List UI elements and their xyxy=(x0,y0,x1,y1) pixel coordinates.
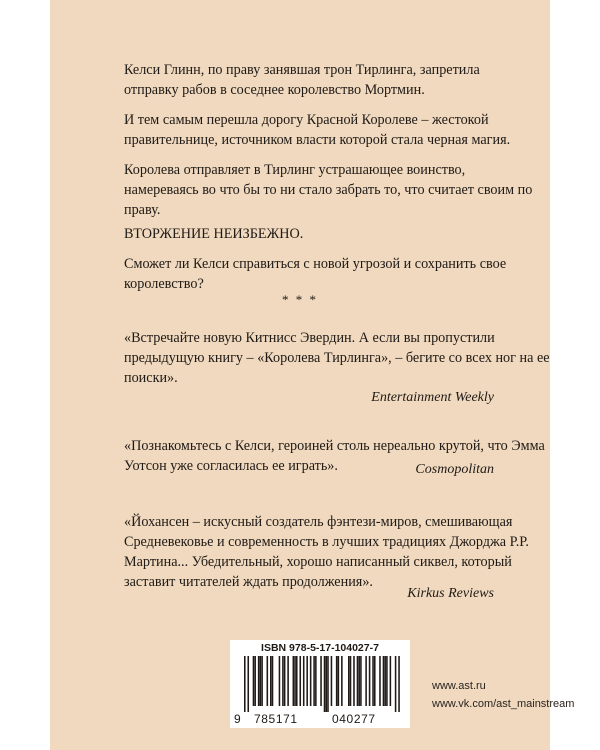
barcode-bar xyxy=(348,656,350,706)
barcode-bar xyxy=(372,656,374,706)
barcode-bar xyxy=(315,656,317,706)
blurb-paragraph-3: Королева отправляет в Тирлинг устрашающее воинство, намереваясь во что бы то ни стало забрать то, что считает своим по праву. xyxy=(124,162,533,218)
barcode-bar xyxy=(369,656,371,706)
barcode-bar xyxy=(270,656,272,706)
barcode-bar xyxy=(306,656,308,706)
review-quote-3: «Йохансен – искусный создатель фэнтези-миров, смешивающая Средневековье и современность в лучших традициях Джорджа Р.Р. Мартина... Убедительный, хорошо написанный сиквел, который заставит читателей ждать продолжения». xyxy=(124,514,529,590)
barcode-bar xyxy=(293,656,295,706)
barcode-digit-group-1: 785171 xyxy=(254,712,298,726)
barcode-bar xyxy=(261,656,263,706)
barcode-bar xyxy=(303,656,305,706)
barcode-bar xyxy=(384,656,386,706)
barcode-bar xyxy=(287,656,289,706)
barcode-bar xyxy=(253,656,255,706)
isbn-barcode xyxy=(230,640,410,728)
barcode-bar xyxy=(365,656,367,706)
barcode-bar xyxy=(331,656,333,706)
review-source-2: Cosmopolitan xyxy=(415,462,494,477)
barcode-bar xyxy=(282,656,284,706)
barcode-bars xyxy=(244,656,400,712)
barcode-bar xyxy=(353,656,355,706)
isbn-label: ISBN 978-5-17-104027-7 xyxy=(261,642,379,654)
blurb-tagline: ВТОРЖЕНИЕ НЕИЗБЕЖНО. xyxy=(124,226,304,242)
barcode-bar xyxy=(267,656,269,706)
back-cover xyxy=(50,0,575,750)
barcode-bar xyxy=(357,656,359,706)
barcode-bar xyxy=(244,656,246,712)
review-source-3: Kirkus Reviews xyxy=(407,586,494,601)
section-separator: * * * xyxy=(282,292,318,307)
barcode-bar xyxy=(386,656,388,706)
barcode-bar xyxy=(284,656,286,706)
blurb-paragraph-1: Келси Глинн, по праву занявшая трон Тирлинга, запретила отправку рабов в соседнее королевство Мортмин. xyxy=(124,62,480,98)
website-link-1[interactable]: www.ast.ru xyxy=(432,680,486,692)
barcode-bar xyxy=(260,656,262,706)
barcode-bar xyxy=(350,656,352,706)
blurb-paragraph-2: И тем самым перешла дорогу Красной Королеве – жестокой правительнице, источником власти которой стала черная магия. xyxy=(124,112,511,148)
barcode-bar xyxy=(313,656,315,706)
barcode-digit-group-2: 040277 xyxy=(332,712,376,726)
barcode-bar xyxy=(390,656,392,706)
barcode-bar xyxy=(374,656,376,706)
barcode-bar xyxy=(294,656,296,706)
barcode-bar xyxy=(320,656,322,706)
review-quote-1: «Встречайте новую Китнисс Эвердин. А если вы пропустили предыдущую книгу – «Королева Тирлинга», – бегите со всех ног на ее поиски». xyxy=(124,330,550,386)
barcode-bar xyxy=(379,656,381,706)
barcode-bar xyxy=(299,656,301,706)
barcode-bar xyxy=(247,656,249,712)
barcode-bar xyxy=(310,656,312,706)
barcode-bar xyxy=(338,656,340,706)
blurb-paragraph-5: Сможет ли Келси справиться с новой угрозой и сохранить свое королевство? xyxy=(124,256,507,292)
barcode-bar xyxy=(358,656,360,706)
website-link-2[interactable]: www.vk.com/ast_mainstream xyxy=(432,698,575,710)
barcode-bar xyxy=(327,656,329,712)
barcode-bar xyxy=(258,656,260,706)
barcode-bar xyxy=(336,656,338,706)
barcode-bar xyxy=(360,656,362,706)
review-quote-2: «Познакомьтесь с Келси, героиней столь нереально крутой, что Эмма Уотсон уже согласилась ее играть». xyxy=(124,438,545,474)
barcode-bar xyxy=(395,656,397,712)
barcode-digit-first: 9 xyxy=(234,712,242,726)
barcode-bar xyxy=(341,656,343,706)
barcode-bar xyxy=(383,656,385,706)
barcode-bar xyxy=(279,656,281,706)
barcode-bar xyxy=(398,656,400,712)
barcode-bar xyxy=(254,656,256,706)
barcode-bar xyxy=(325,656,327,712)
barcode-bar xyxy=(272,656,274,706)
barcode-bar xyxy=(324,656,326,712)
review-source-1: Entertainment Weekly xyxy=(371,390,494,405)
barcode-bar xyxy=(296,656,298,706)
